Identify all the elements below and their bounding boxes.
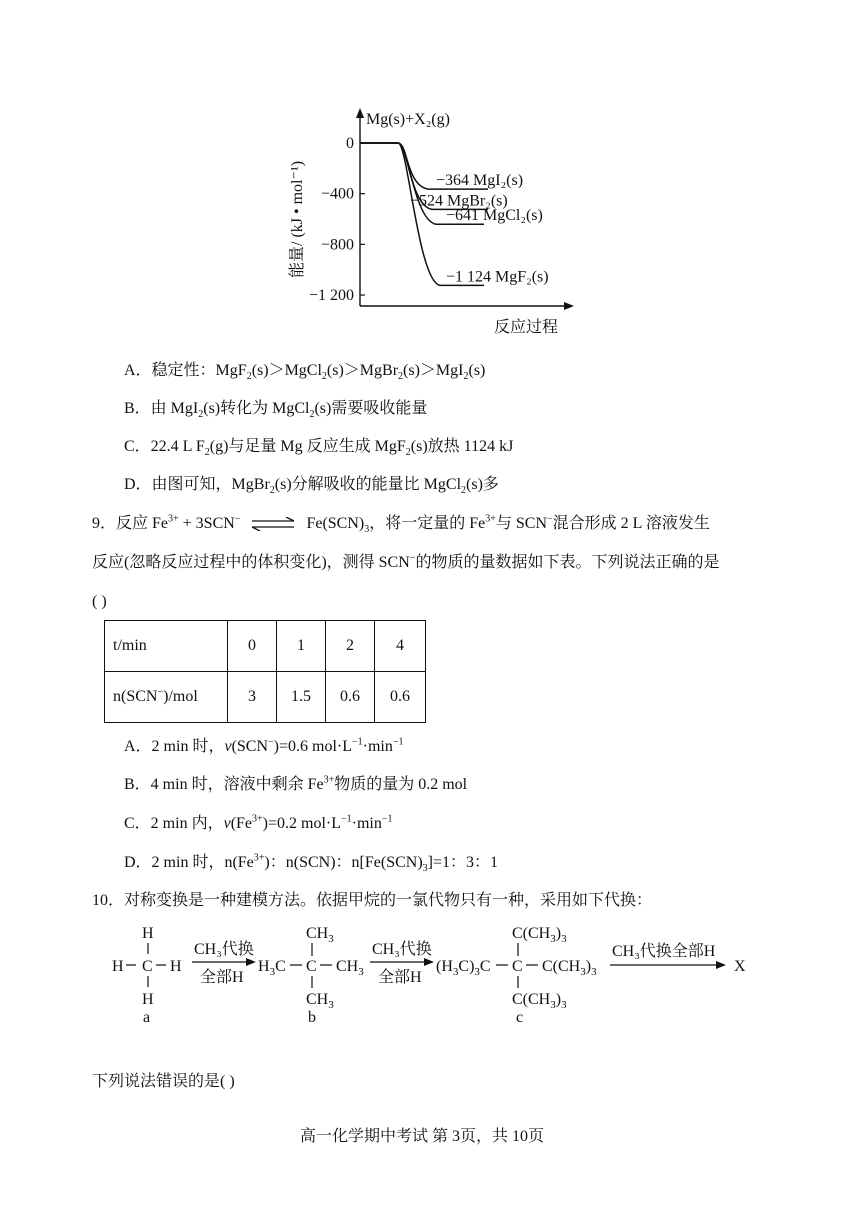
- chart-top-label: Mg(s)+X₂(g): [366, 111, 450, 128]
- label-a: a: [143, 1009, 151, 1026]
- arrow-1: [192, 940, 256, 986]
- table-cell: 4: [375, 621, 426, 672]
- arrow2-top-label: CH₃代换: [372, 941, 432, 958]
- q9-table: [104, 620, 426, 723]
- table-header-time: t/min: [105, 621, 228, 672]
- svg-text:H: H: [170, 958, 182, 975]
- page-footer: 高一化学期中考试 第 3页，共 10页: [300, 1128, 545, 1145]
- y-tick-label: −400: [320, 185, 354, 203]
- curve-label: −641 MgCl₂(s): [446, 207, 543, 225]
- table-row: [105, 672, 426, 723]
- svg-text:C(CH3)3: $C(CH_3)_3$: [512, 925, 567, 945]
- chart-ylabel: 能量/ (kJ • mol⁻¹): [289, 160, 306, 278]
- q8-option-b: B．由 MgI$_2$(s)转化为 MgCl$_2$(s)需要吸收能量: [124, 400, 428, 421]
- substitution-scheme: [100, 918, 790, 1030]
- q9-blank: ( ): [92, 593, 107, 610]
- energy-chart: [270, 100, 590, 345]
- svg-text:C(CH3)3: $C(CH_3)_3$: [542, 958, 597, 978]
- q9-option-d: D．2 min 时，$n(Fe^{3+})$：n(SCN)：$n[Fe(SCN)_3]=1$：3：1: [124, 852, 499, 875]
- arrow1-bottom-label: 全部H: [200, 969, 244, 986]
- q9-option-a: A．2 min 时，v(SCN−)=0.6 $mol\cdot L^{-1}\cdot\min^{-1}$: [124, 736, 404, 755]
- table-cell: 0: [228, 621, 277, 672]
- svg-text:CH3: $CH_3$: [306, 925, 334, 945]
- q9-option-b: B．4 min 时，溶液中剩余 $Fe^{3+}$物质的量为 0.2 mol: [124, 774, 468, 793]
- svg-text:H: H: [142, 991, 154, 1008]
- svg-text:H: H: [112, 958, 124, 975]
- curve-label: −524 MgBr₂(s): [410, 192, 508, 210]
- curve-label: −1 124 MgF₂(s): [446, 268, 549, 286]
- q9-option-c: C．2 min 内，$v(Fe^{3+})=0.2$ $mol\cdot L^{-1}\cdot\min^{-1}$: [124, 813, 393, 832]
- svg-text:H3C: $H_3C$: [258, 958, 286, 978]
- equilibrium-arrow-icon: [250, 517, 296, 531]
- methane-structure: [112, 925, 182, 1026]
- q10-stem: 10．对称变换是一种建模方法。依据甲烷的一氯代物只有一种，采用如下代换：: [92, 892, 653, 909]
- q10-question: 下列说法错误的是( ): [92, 1073, 235, 1090]
- svg-text:CH3: $CH_3$: [336, 958, 364, 978]
- neopentane-structure: [258, 925, 364, 1026]
- label-c: c: [516, 1009, 524, 1026]
- svg-text:C: C: [512, 958, 523, 975]
- q9-stem-line1: 9．反应 $Fe^{3+} + 3SCN^-$ $Fe(SCN)_3$，将一定量的 $Fe^{3+}$与 SCN−混合形成 2 L 溶液发生: [92, 513, 710, 536]
- q8-option-c: C．22.4 L $F_2(g)$与足量 Mg 反应生成 MgF$_2$(s)放热 1124 kJ: [124, 438, 514, 459]
- svg-text:C: C: [142, 958, 153, 975]
- q9-stem-line2: 反应(忽略反应过程中的体积变化)，测得 SCN−的物质的量数据如下表。下列说法正确的是: [92, 552, 720, 571]
- svg-text:CH3: $CH_3$: [306, 991, 334, 1011]
- curve-label: −364 MgI₂(s): [436, 172, 524, 190]
- table-header-amount: n(SCN−)/mol: [105, 672, 228, 723]
- svg-text:H: H: [142, 925, 154, 942]
- label-b: b: [308, 1009, 316, 1026]
- arrow3-top-label: CH₃代换全部H: [612, 943, 716, 960]
- chart-xlabel: 反应过程: [494, 319, 559, 336]
- y-tick-label: −1 200: [308, 287, 354, 305]
- svg-text:C: C: [306, 958, 317, 975]
- chart-yticks: [309, 135, 365, 304]
- svg-text:(H3C)3C: $(H_3C)_3C$: [436, 958, 491, 978]
- table-cell: 0.6: [326, 672, 375, 723]
- table-cell: 1.5: [277, 672, 326, 723]
- arrow2-bottom-label: 全部H: [378, 969, 422, 986]
- table-cell: 1: [277, 621, 326, 672]
- arrow1-top-label: CH₃代换: [194, 941, 254, 958]
- q8-option-a: A．稳定性：MgF$_2$(s)＞MgCl$_2$(s)＞MgBr$_2$(s)＞MgI$_2$(s): [124, 362, 486, 383]
- arrow-2: [370, 940, 434, 986]
- product-x: X: [734, 958, 746, 975]
- y-tick-label: 0: [346, 135, 354, 152]
- table-cell: 0.6: [375, 672, 426, 723]
- table-cell: 3: [228, 672, 277, 723]
- compound-c-structure: [436, 925, 597, 1026]
- table-row: [105, 621, 426, 672]
- table-cell: 2: [326, 621, 375, 672]
- y-tick-label: −800: [320, 236, 354, 254]
- q8-option-d: D．由图可知，MgBr$_2$(s)分解吸收的能量比 MgCl$_2$(s)多: [124, 476, 499, 497]
- svg-text:C(CH3)3: $C(CH_3)_3$: [512, 991, 567, 1011]
- arrow-3: [610, 942, 746, 975]
